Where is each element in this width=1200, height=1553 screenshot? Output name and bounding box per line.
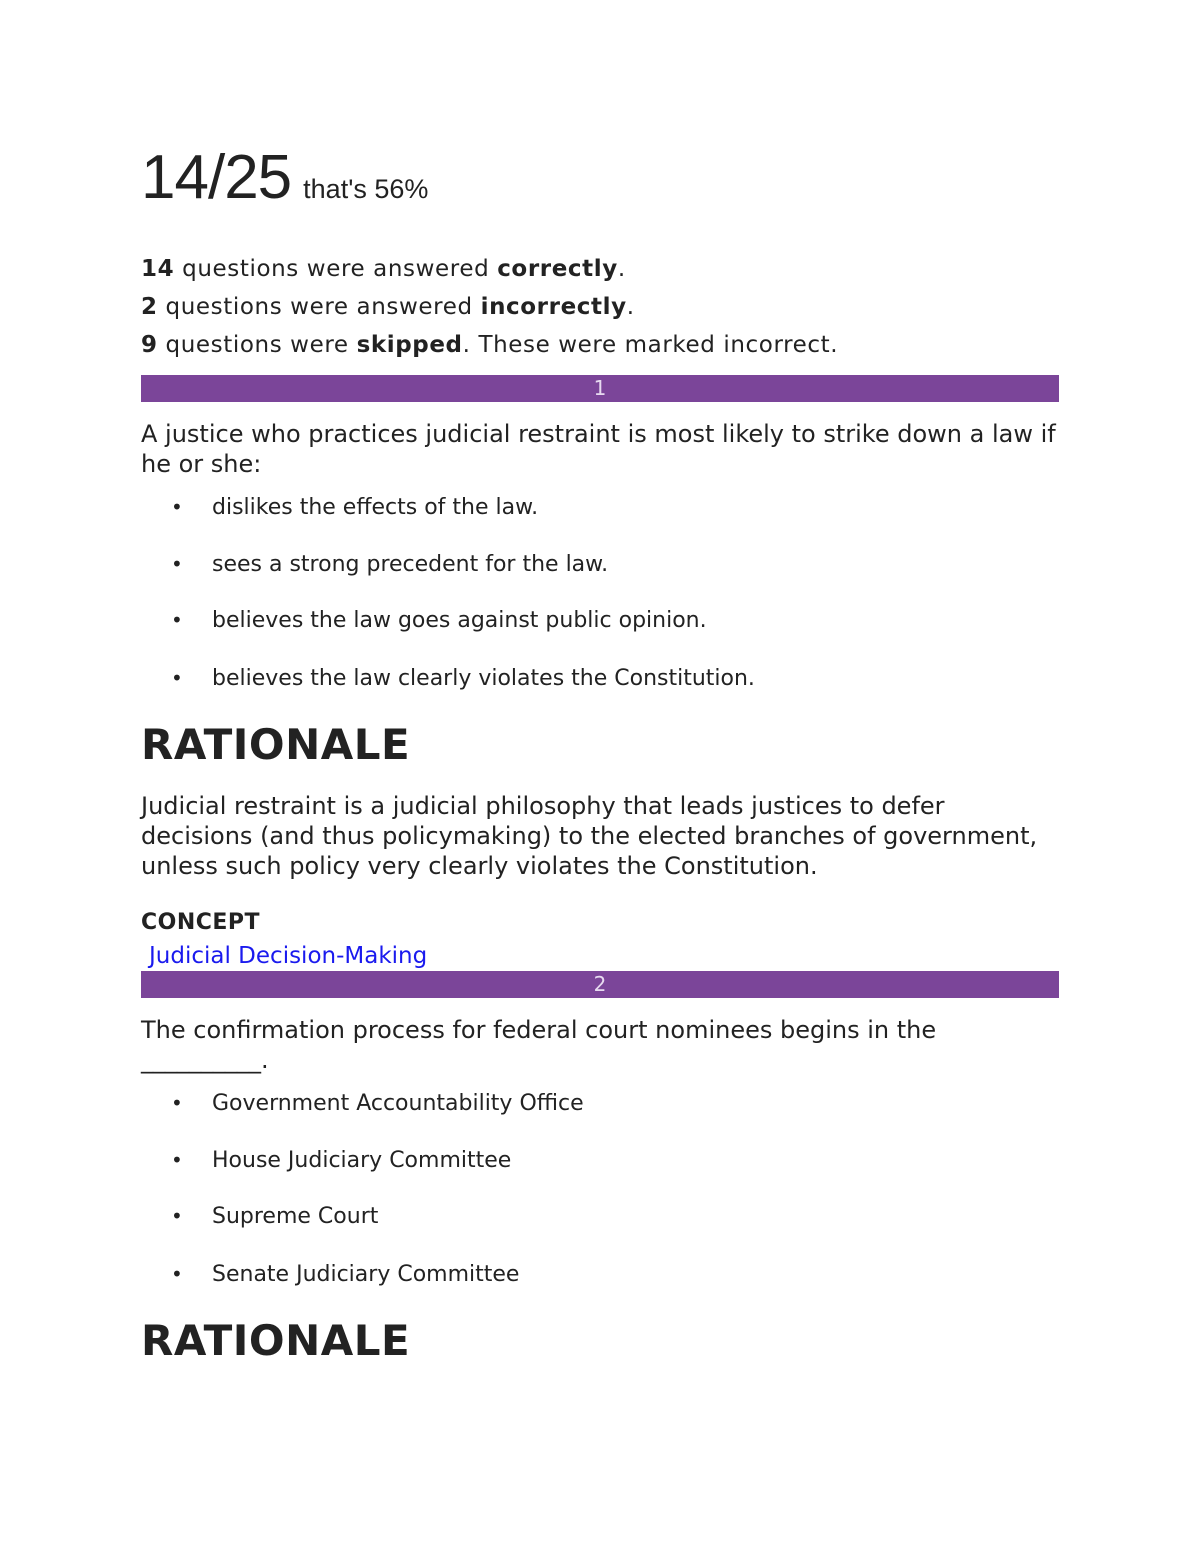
rationale-heading: RATIONALE [141, 1316, 411, 1365]
summary-text: . [617, 256, 626, 282]
skipped-word: skipped [356, 332, 463, 358]
answer-option[interactable] [171, 1089, 584, 1118]
answer-option-label: believes the law clearly violates the Constitution. [212, 666, 755, 691]
summary-text: questions were [157, 332, 357, 358]
incorrect-word: incorrectly [480, 294, 627, 320]
score-percent: that's 56% [303, 174, 429, 204]
answer-option-label: sees a strong precedent for the law. [212, 552, 609, 577]
concept-link[interactable]: Judicial Decision-Making [149, 943, 428, 969]
answer-option[interactable] [171, 1260, 519, 1289]
summary-text: questions were answered [174, 256, 498, 282]
correct-word: correctly [497, 256, 618, 282]
correct-count: 14 [141, 256, 175, 282]
concept-heading: CONCEPT [141, 910, 261, 935]
score-header [141, 142, 428, 213]
summary-text: questions were answered [157, 294, 481, 320]
answer-option[interactable] [171, 550, 608, 579]
answer-option-label: House Judiciary Committee [212, 1148, 512, 1173]
answer-option[interactable] [171, 606, 707, 635]
answer-option-label: Senate Judiciary Committee [212, 1262, 520, 1287]
bullet-icon: • [171, 1262, 183, 1286]
question-text: The confirmation process for federal court nominees begins in the __________. [141, 1016, 937, 1074]
rationale-text: Judicial restraint is a judicial philosophy that leads justices to defer decisions (and thus policymaking) to the elected branches of government, unless such policy very clearly violates the Constitution. [141, 792, 1038, 880]
bullet-icon: • [171, 495, 183, 519]
skipped-count: 9 [141, 332, 158, 358]
incorrect-count: 2 [141, 294, 158, 320]
answer-option[interactable] [171, 1146, 511, 1175]
answer-option-label: believes the law goes against public opinion. [212, 608, 707, 633]
question-number-bar: 1 [141, 375, 1059, 402]
bullet-icon: • [171, 608, 183, 632]
summary-correct [141, 256, 626, 282]
summary-text: . These were marked incorrect. [462, 332, 839, 358]
answer-option-label: Supreme Court [212, 1204, 379, 1229]
answer-option[interactable] [171, 664, 755, 693]
bullet-icon: • [171, 552, 183, 576]
bullet-icon: • [171, 1148, 183, 1172]
summary-text: . [626, 294, 635, 320]
bullet-icon: • [171, 666, 183, 690]
score-fraction: 14/25 [141, 143, 292, 212]
summary-incorrect [141, 294, 635, 320]
rationale-heading: RATIONALE [141, 720, 411, 769]
question-text: A justice who practices judicial restraint is most likely to strike down a law if he or she: [141, 420, 1056, 478]
bullet-icon: • [171, 1204, 183, 1228]
bullet-icon: • [171, 1091, 183, 1115]
summary-skipped [141, 332, 838, 358]
answer-option-label: Government Accountability Office [212, 1091, 584, 1116]
question-number-bar: 2 [141, 971, 1059, 998]
answer-option[interactable] [171, 1202, 378, 1231]
answer-option-label: dislikes the effects of the law. [212, 495, 539, 520]
answer-option[interactable] [171, 493, 538, 522]
